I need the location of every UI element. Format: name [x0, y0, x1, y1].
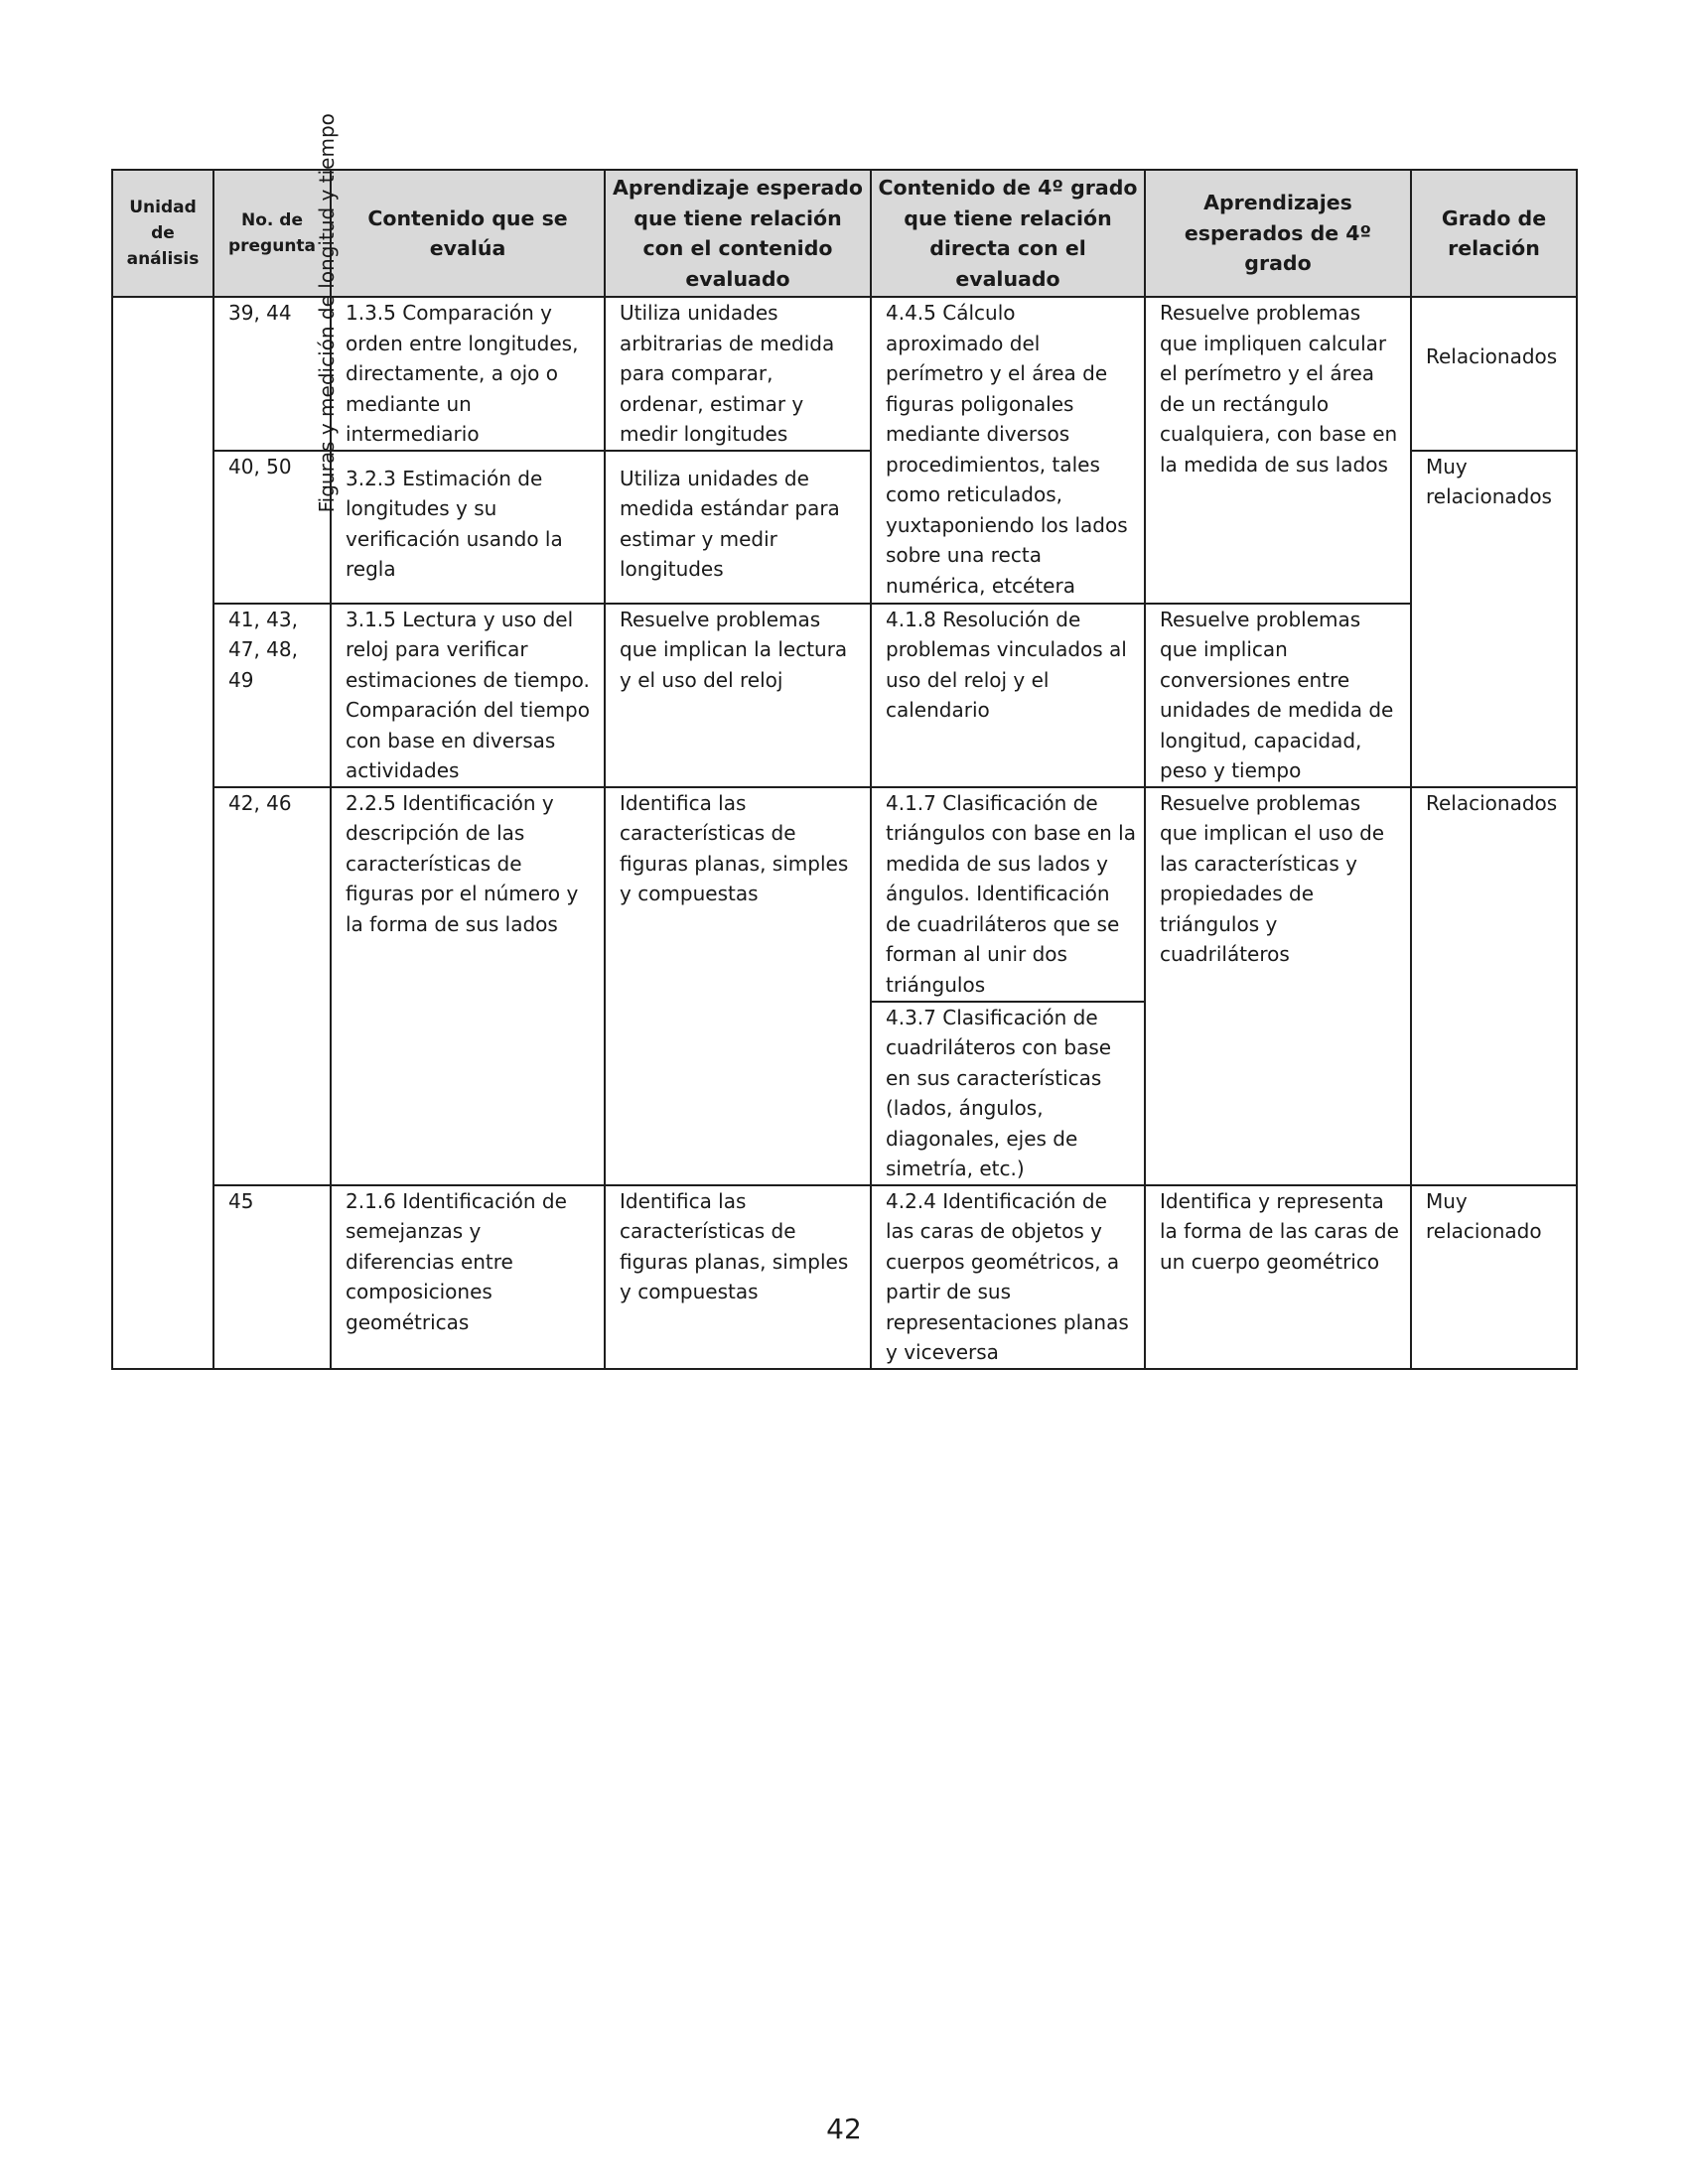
cell-contenido-4-b: 4.3.7 Clasificación de cuadriláteros con base en sus características (lados, ángulos, diagonales, ejes de simetría, etc.)	[871, 1002, 1145, 1185]
cell-aprendizaje: Resuelve problemas que implican la lectura y el uso del reloj	[605, 604, 871, 787]
header-aprendizaje: Aprendizaje esperado que tiene relación con el contenido evaluado	[605, 170, 871, 297]
cell-contenido: 3.1.5 Lectura y uso del reloj para verificar estimaciones de tiempo. Comparación del tiempo con base en diversas actividades	[331, 604, 605, 787]
cell-aprendizajes-4: Resuelve problemas que implican conversiones entre unidades de medida de longitud, capacidad, peso y tiempo	[1145, 604, 1411, 787]
header-contenido-4: Contenido de 4º grado que tiene relación directa con el evaluado	[871, 170, 1145, 297]
header-unidad: Unidad de análisis	[112, 170, 213, 297]
cell-contenido: 3.2.3 Estimación de longitudes y su verificación usando la regla	[331, 451, 605, 604]
cell-aprendizaje: Identifica las características de figuras planas, simples y compuestas	[605, 1185, 871, 1369]
cell-aprendizaje: Utiliza unidades de medida estándar para estimar y medir longitudes	[605, 451, 871, 604]
table-row	[112, 297, 1577, 451]
cell-grado: Muy relacionados	[1411, 451, 1577, 787]
table-row	[112, 604, 1577, 787]
header-pregunta: No. de pregunta	[213, 170, 331, 297]
cell-contenido-4: 4.4.5 Cálculo aproximado del perímetro y el área de figuras poligonales mediante diversos procedimientos, tales como reticulados, yuxtaponiendo los lados sobre una recta numérica, etcétera	[871, 297, 1145, 604]
curriculum-table	[111, 113, 1578, 1370]
cell-grado: Relacionados	[1411, 787, 1577, 1185]
header-aprendizajes-4: Aprendizajes esperados de 4º grado	[1145, 170, 1411, 297]
cell-aprendizaje: Utiliza unidades arbitrarias de medida para comparar, ordenar, estimar y medir longitudes	[605, 297, 871, 451]
cell-aprendizajes-4: Identifica y representa la forma de las caras de un cuerpo geométrico	[1145, 1185, 1411, 1369]
cell-contenido-4: 4.1.7 Clasificación de triángulos con base en la medida de sus lados y ángulos. Identificación de cuadriláteros que se forman al unir dos triángulos	[871, 787, 1145, 1002]
cell-aprendizajes-4: Resuelve problemas que impliquen calcular el perímetro y el área de un rectángulo cualquiera, con base en la medida de sus lados	[1145, 297, 1411, 604]
cell-aprendizaje: Identifica las características de figuras planas, simples y compuestas	[605, 787, 871, 1185]
unit-label: Figuras y medición de longitud y tiempo	[314, 113, 339, 513]
cell-contenido: 1.3.5 Comparación y orden entre longitudes, directamente, a ojo o mediante un intermediario	[331, 297, 605, 451]
cell-pregunta: 40, 50	[213, 451, 331, 604]
cell-grado: Relacionados	[1411, 297, 1577, 451]
page-number: 42	[826, 2113, 862, 2145]
header-grado: Grado de relación	[1411, 170, 1577, 297]
table-row	[112, 1185, 1577, 1369]
cell-pregunta: 39, 44	[213, 297, 331, 451]
cell-pregunta: 41, 43, 47, 48, 49	[213, 604, 331, 787]
table-row	[112, 787, 1577, 1002]
cell-pregunta: 42, 46	[213, 787, 331, 1185]
cell-contenido-4: 4.2.4 Identificación de las caras de objetos y cuerpos geométricos, a partir de sus representaciones planas y viceversa	[871, 1185, 1145, 1369]
cell-contenido: 2.1.6 Identificación de semejanzas y diferencias entre composiciones geométricas	[331, 1185, 605, 1369]
header-contenido: Contenido que se evalúa	[331, 170, 605, 297]
cell-grado: Muy relacionado	[1411, 1185, 1577, 1369]
cell-contenido: 2.2.5 Identificación y descripción de las características de figuras por el número y la forma de sus lados	[331, 787, 605, 1185]
cell-pregunta: 45	[213, 1185, 331, 1369]
cell-aprendizajes-4: Resuelve problemas que implican el uso de las características y propiedades de triángulos y cuadriláteros	[1145, 787, 1411, 1185]
cell-contenido-4: 4.1.8 Resolución de problemas vinculados al uso del reloj y el calendario	[871, 604, 1145, 787]
